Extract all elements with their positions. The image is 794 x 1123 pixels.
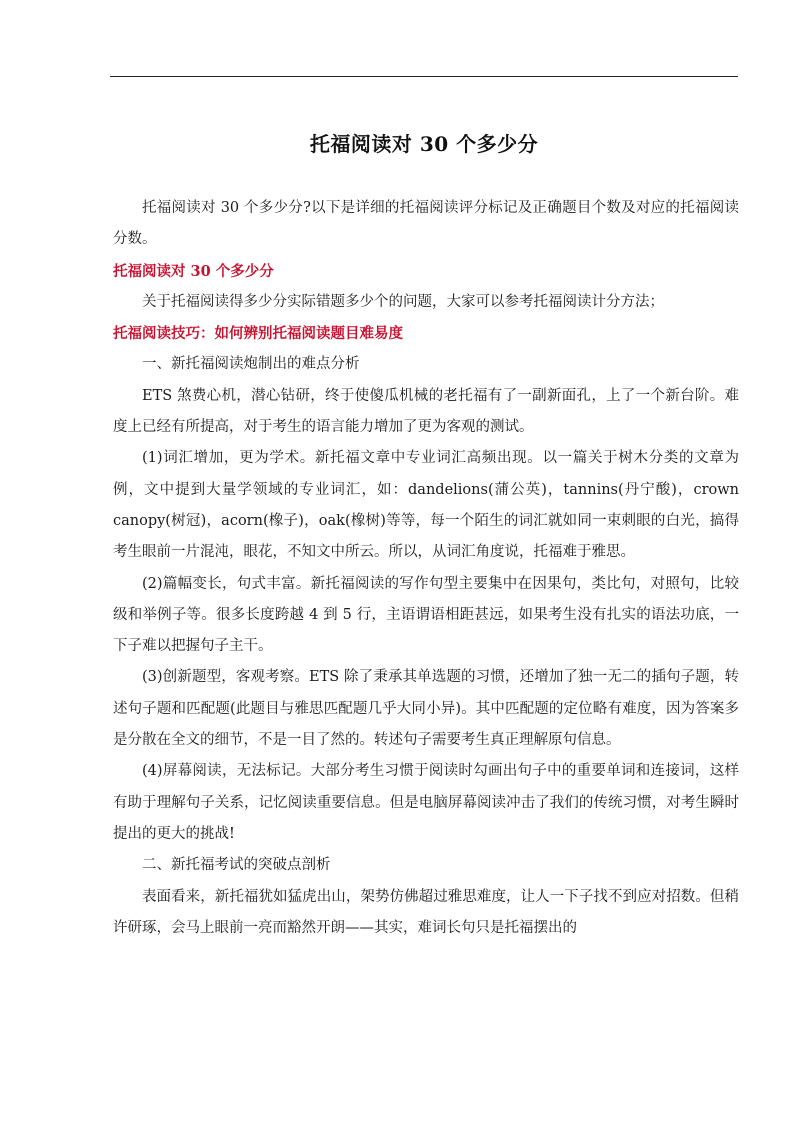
document-body bbox=[113, 193, 739, 944]
body-paragraph: (1)词汇增加，更为学术。新托福文章中专业词汇高频出现。以一篇关于树木分类的文章为例，文中提到大量学领域的专业词汇，如：dandelions(蒲公英)，tannins(丹宁酸)，crown canopy(树冠)，acorn(橡子)，oak(橡树)等等，每一个陌生的词汇就如同一束刺眼的白光，搞得考生眼前一片混沌，眼花，不知文中所云。所以，从词汇角度说，托福难于雅思。 bbox=[113, 450, 739, 561]
intro-paragraph: 托福阅读对 30 个多少分?以下是详细的托福阅读评分标记及正确题目个数及对应的托福阅读分数。 bbox=[113, 200, 739, 248]
body-paragraph: (3)创新题型，客观考察。ETS 除了秉承其单选题的习惯，还增加了独一无二的插句子题，转述句子题和匹配题(此题目与雅思匹配题几乎大同小异)。其中匹配题的定位略有难度，因为答案多是分散在全文的细节，不是一目了然的。转述句子需要考生真正理解原句信息。 bbox=[113, 669, 739, 749]
body-paragraph: 关于托福阅读得多少分实际错题多少个的问题，大家可以参考托福阅读计分方法； bbox=[142, 293, 664, 310]
body-paragraph: 表面看来，新托福犹如猛虎出山，架势仿佛超过雅思难度，让人一下子找不到应对招数。但稍许研琢，会马上眼前一亮而豁然开朗——其实，难词长句只是托福摆出的 bbox=[113, 888, 739, 936]
page-title: 托福阅读对 30 个多少分 bbox=[309, 132, 539, 156]
subheading: 一、新托福阅读炮制出的难点分析 bbox=[142, 356, 360, 373]
body-paragraph: ETS 煞费心机，潜心钻研，终于使傻瓜机械的老托福有了一副新面孔，上了一个新台阶。难度上已经有所提高，对于考生的语言能力增加了更为客观的测试。 bbox=[113, 387, 739, 436]
section-heading: 托福阅读对 30 个多少分 bbox=[113, 262, 274, 280]
subheading: 二、新托福考试的突破点剖析 bbox=[142, 857, 331, 874]
header-rule bbox=[110, 76, 738, 77]
body-paragraph: (2)篇幅变长，句式丰富。新托福阅读的写作句型主要集中在因果句，类比句，对照句，比较级和举例子等。很多长度跨越 4 到 5 行，主语谓语相距甚远，如果考生没有扎实的语法功底，一下子难以把握句子主干。 bbox=[113, 575, 739, 655]
body-paragraph: (4)屏幕阅读，无法标记。大部分考生习惯于阅读时勾画出句子中的重要单词和连接词，这样有助于理解句子关系，记忆阅读重要信息。但是电脑屏幕阅读冲击了我们的传统习惯，对考生瞬时提出的更大的挑战! bbox=[113, 763, 739, 842]
section-heading: 托福阅读技巧：如何辨别托福阅读题目难易度 bbox=[113, 325, 403, 343]
